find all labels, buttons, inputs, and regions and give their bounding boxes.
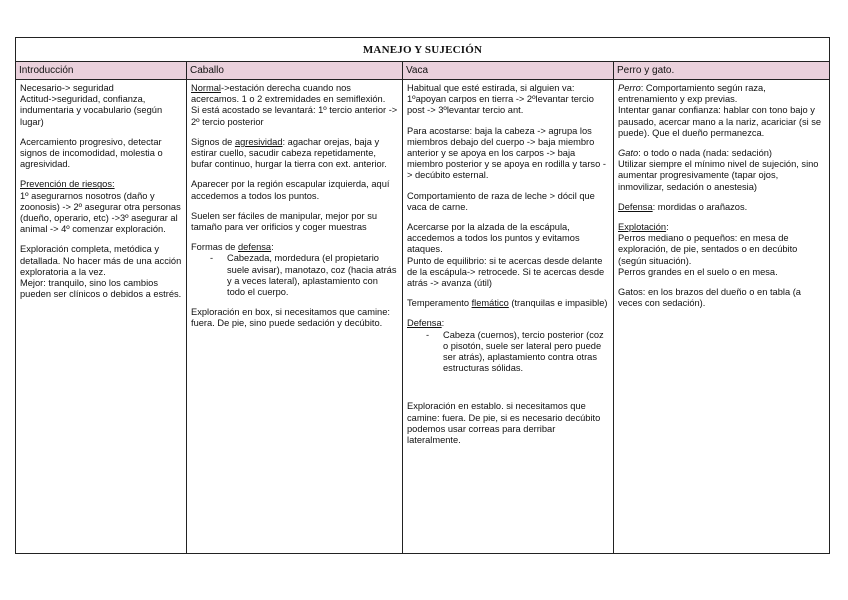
caballo-paragraph-4: Suelen ser fáciles de manipular, mejor por su tamaño para ver orificios y coger muestras [191,210,378,233]
cell-vaca [403,80,614,554]
defensa-title: defensa [238,242,272,253]
flematico-title: flemático [471,298,509,309]
agresividad-prefix: Signos de [191,136,235,147]
perro-title: Perro [618,83,641,93]
list-item: - Cabeza (cuernos), tercio posterior (coz o pisotón, suele ser lateral pero puede ser atrás), aplastamiento contra otras estructuras sólidas. [443,330,609,375]
header-vaca: Vaca [403,62,614,80]
handling-table [15,37,830,554]
vaca-defensa-list [407,330,609,375]
vaca-defensa-colon: : [441,318,445,329]
vaca-defensa-title: Defensa [407,318,442,329]
intro-paragraph-3 [20,179,182,235]
caballo-paragraph-6: Exploración en box, si necesitamos que camine: fuera. De pie, sino puede sedación y decúbito. [191,307,390,329]
defensa-colon: : [271,242,274,253]
temperamento-text: (tranquilas e impasible) [508,298,608,309]
gatos-paragraph: Gatos: en los brazos del dueño o en tabla (a veces con sedación). [618,287,801,309]
gato-title: Gato [618,148,639,159]
explotacion-colon: : [666,222,669,233]
cell-introduccion [16,80,187,554]
cell-caballo [187,80,403,554]
vaca-paragraph-7: Exploración en establo. si necesitamos que camine: fuera. De pie, si es necesario decúbito podemos usar correas para derribar lateralmente. [407,401,601,446]
spacer [407,383,609,401]
gato-text: : o todo o nada (nada: sedación) Utilizar siempre el mínimo nivel de sujeción, sino aumentar progresivamente (tapar ojos, inmovilizar, sedación o anestesia) [618,148,819,192]
vaca-paragraph-2: Para acostarse: baja la cabeza -> agrupa los miembros debajo del cuerpo -> baja miembro anterior y se apoya en los carpos -> baja miembro posterior y se apoya en rodilla y tarso -> decúbito esternal. [407,125,606,181]
prevencion-title: Prevención de riesgos: [20,179,115,190]
intro-paragraph-2: Acercamiento progresivo, detectar signos de incomodidad, molestia o agresividad. [20,136,163,170]
perro-defensa-title: Defensa [618,201,653,212]
list-item: - Cabezada, mordedura (el propietario suele avisar), manotazo, coz (hacia atrás y a veces lateral), aplastamiento con todo el cuerpo. [227,253,398,298]
perro-defensa-text: : mordidas o arañazos. [652,201,748,212]
vaca-paragraph-6 [407,318,609,329]
caballo-paragraph-5 [191,242,398,253]
title-row [16,38,830,62]
vaca-paragraph-1: Habitual que esté estirada, si alguien va: 1ºapoyan carpos en tierra -> 2ºlevantar tercio post -> 3ºlevantar tercio ant. [407,83,594,116]
vaca-paragraph-4: Acercarse por la alzada de la escápula, accedemos a todos los puntos y evitamos ataques. Punto de equilibrio: si te acercas desde delante de la escápula-> retrocede. Si te acercas desde atrás -> avanza (útil) [407,222,605,289]
agresividad-text: : agachar orejas, baja y estirar cuello, sacudir cabeza repetidamente, bufar continuo, hurgar la tierra con ext. anterior. [191,136,387,170]
content-row [16,80,830,554]
explotacion-paragraph [618,222,825,278]
header-caballo: Caballo [187,62,403,80]
intro-paragraph-4: Exploración completa, metódica y detallada. No hacer más de una acción exploratoria a la vez. Mejor: tranquilo, sino los cambios pueden ser clínicos o debidos a estrés. [20,244,182,300]
caballo-defensa-list [191,253,398,298]
perro-defensa-paragraph [618,202,825,213]
explotacion-text: Perros mediano o pequeños: en mesa de exploración, de pie, sentados o en decúbito (según situación). Perros grandes en el suelo o en mesa. [618,233,798,277]
header-introduccion: Introducción [16,62,187,80]
prevencion-text: 1º asegurarnos nosotros (daño y zoonosis) -> 2º asegurar otra personas (dueño, operario, etc) ->3º asegurar al animal -> 4º comenzar exploración. [20,190,181,235]
cell-perro-gato [614,80,830,554]
gato-paragraph [618,148,825,193]
caballo-paragraph-2 [191,137,398,171]
header-row [16,62,830,80]
agresividad-title: agresividad [234,136,283,147]
normal-text: ->estación derecha cuando nos acercamos. 1 o 2 extremidades en semiflexión. Si está acostado se levantará: 1º tercio anterior -> 2º tercio posterior [191,83,398,127]
table-title: MANEJO Y SUJECIÓN [16,38,830,62]
header-perro-gato: Perro y gato. [614,62,830,80]
perro-text: : Comportamiento según raza, entrenamiento y exp previas. Intentar ganar confianza: hablar con tono bajo y pausado, acercar mano a la nariz, acariciar (si se puede). Que el dueño permanezca. [618,83,822,138]
normal-title: Normal [191,83,221,93]
vaca-paragraph-3: Comportamiento de raza de leche > dócil que vaca de carne. [407,190,595,212]
intro-paragraph-1: Necesario-> seguridad Actitud->seguridad, confianza, indumentaria y vocabulario (según lugar) [20,83,163,127]
vaca-paragraph-5 [407,298,609,309]
temperamento-prefix: Temperamento [407,298,472,309]
caballo-paragraph-3: Aparecer por la región escapular izquierda, aquí accedemos a todos los puntos. [191,179,390,201]
defensa-prefix: Formas de [191,242,239,253]
explotacion-title: Explotación [618,222,667,233]
caballo-paragraph-1 [191,83,398,128]
perro-paragraph-1 [618,83,825,139]
